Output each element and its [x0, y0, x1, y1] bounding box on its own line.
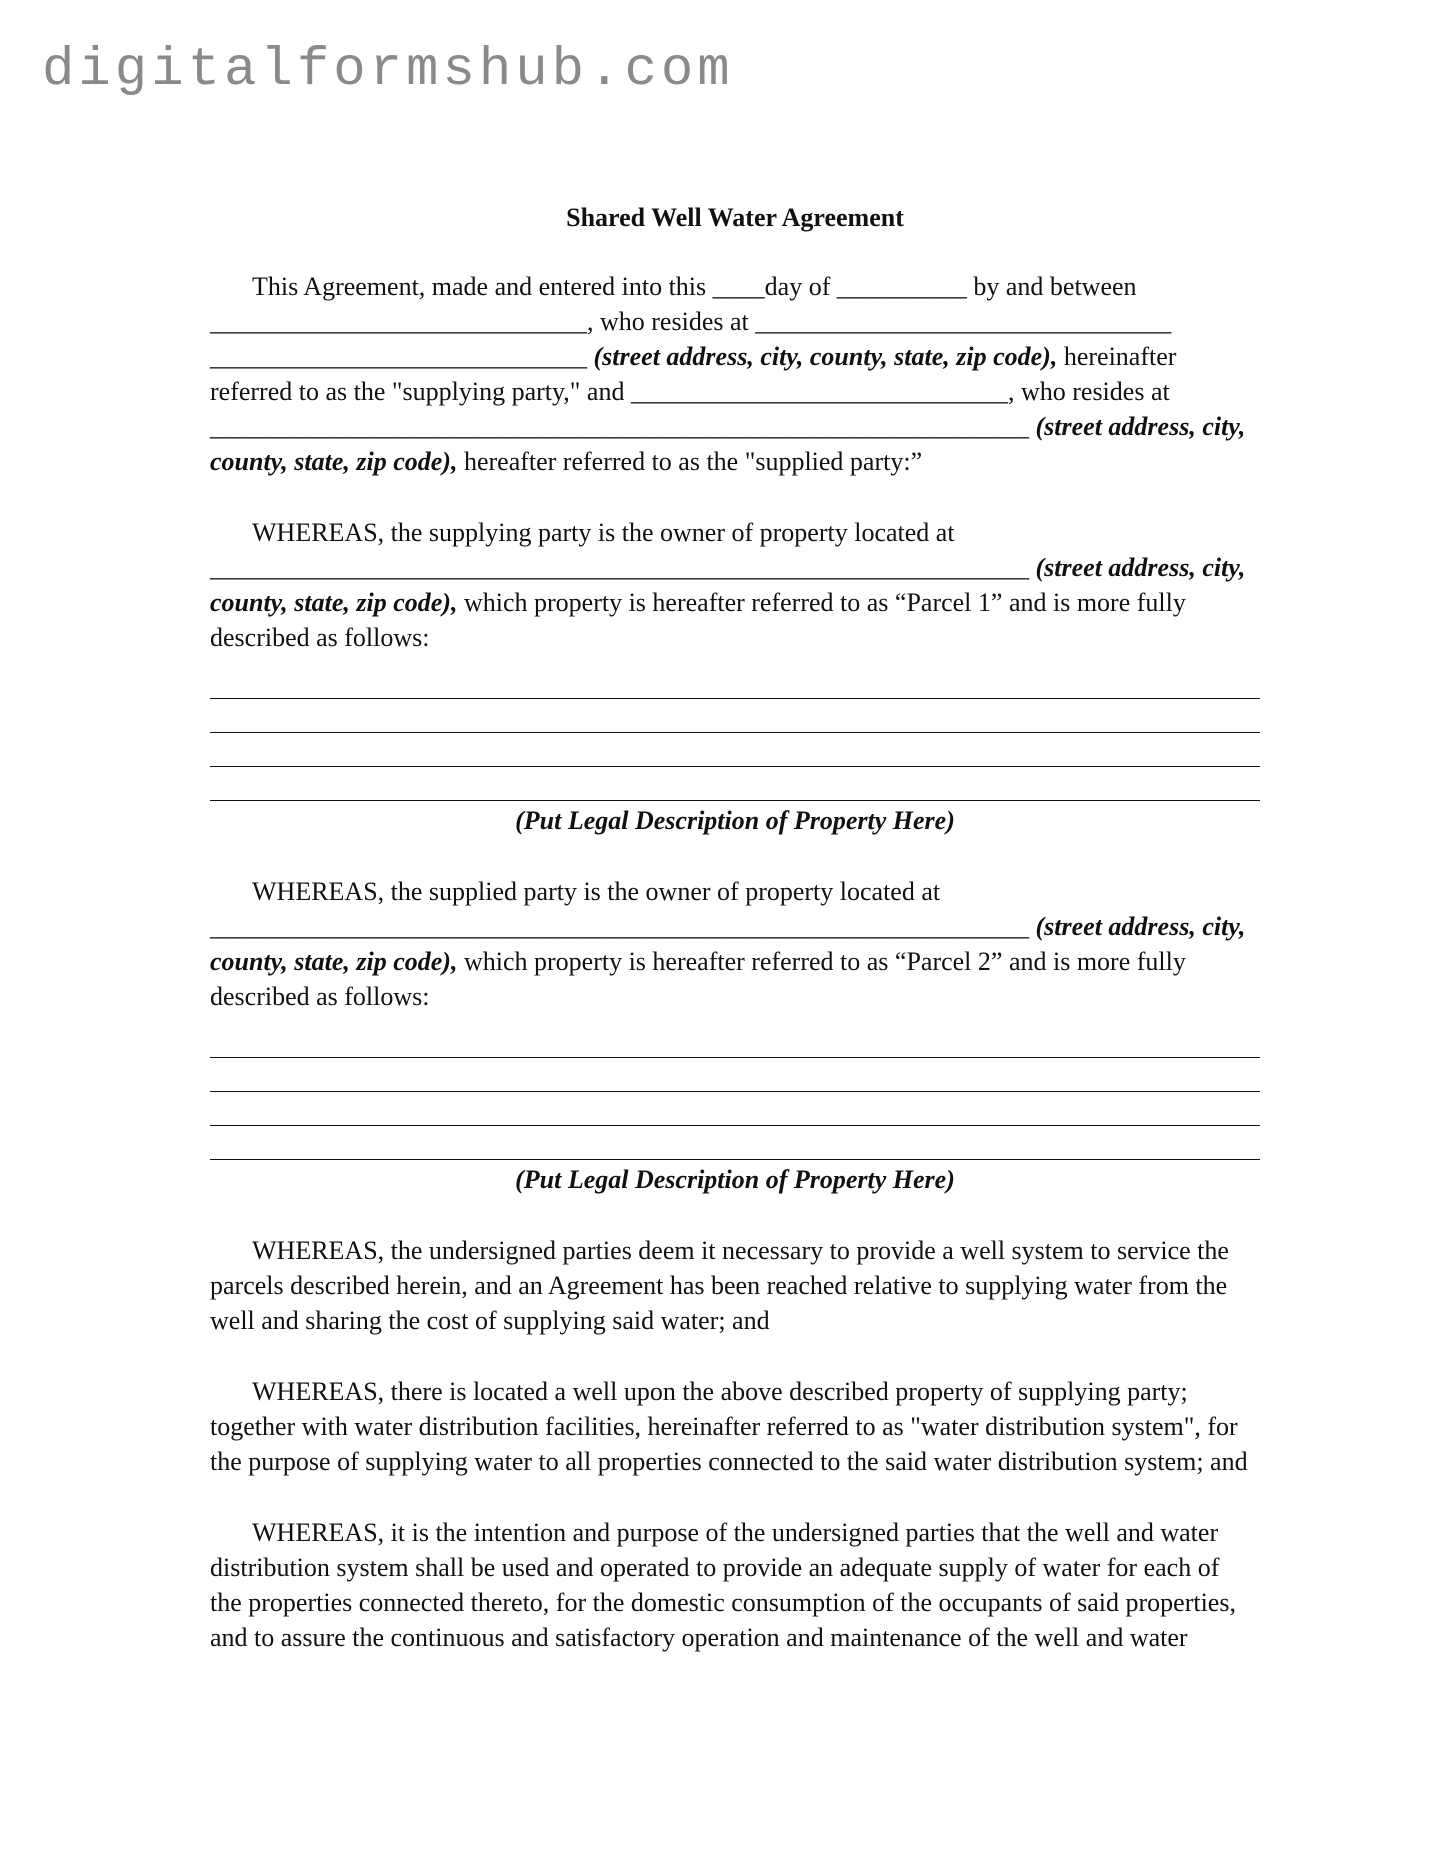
supplied-party-name-blank[interactable]: _____________________________ [630, 377, 1008, 406]
parcel-1-address-blank[interactable]: _______________________________________________________________ [210, 553, 1036, 582]
intro-text: by and between [966, 272, 1137, 301]
parcel-2-address-blank[interactable]: _______________________________________________________________ [210, 912, 1036, 941]
parcel-1-description-line[interactable] [210, 733, 1260, 767]
intro-text: referred to as the "supplying party," and [210, 377, 631, 406]
paragraph-line: the purpose of supplying water to all properties connected to the said water distribution system; and [210, 1447, 1248, 1476]
supplying-party-address-blank-2[interactable]: _____________________________ [210, 342, 594, 371]
parcel-1-text: which property is hereafter referred to as “Parcel 1” and is more fully [457, 588, 1186, 617]
paragraph-line: distribution system shall be used and operated to provide an adequate supply of water for each of [210, 1553, 1220, 1582]
paragraph-line: the properties connected thereto, for the domestic consumption of the occupants of said properties, [210, 1588, 1236, 1617]
intro-text: , who resides at [587, 307, 756, 336]
intro-text: hereinafter [1057, 342, 1177, 371]
parcel-1-line-1: WHEREAS, the supplying party is the owner of property located at [252, 518, 955, 547]
parcel-1-description-line[interactable] [210, 655, 1260, 699]
address-hint: county, state, zip code), [210, 588, 458, 617]
paragraph-line: WHEREAS, the undersigned parties deem it necessary to provide a well system to service the [252, 1236, 1229, 1265]
parcel-1-section [210, 515, 1260, 838]
supplying-party-address-blank[interactable]: ________________________________ [755, 307, 1172, 336]
paragraph-line: well and sharing the cost of supplying said water; and [210, 1306, 770, 1335]
whereas-intention-paragraph [210, 1515, 1260, 1655]
parcel-2-line-2 [210, 909, 1260, 944]
address-hint: county, state, zip code), [210, 447, 458, 476]
intro-line-5 [210, 409, 1260, 444]
parcel-2-description-line[interactable] [210, 1092, 1260, 1126]
intro-text: , who resides at [1007, 377, 1170, 406]
whereas-well-system-paragraph [210, 1233, 1260, 1338]
address-hint: (street address, city, [1035, 553, 1246, 582]
address-hint: (street address, city, county, state, zip code), [593, 342, 1058, 371]
paragraph-line: parcels described herein, and an Agreement has been reached relative to supplying water from the [210, 1271, 1228, 1300]
intro-line-1 [210, 269, 1260, 304]
parcel-1-description-line[interactable] [210, 699, 1260, 733]
intro-text: hereafter referred to as the "supplied party:” [457, 447, 923, 476]
supplied-party-address-blank[interactable]: _______________________________________________________________ [210, 412, 1036, 441]
watermark: digitalformshub.com [42, 40, 734, 101]
intro-line-2 [210, 304, 1260, 339]
supplying-party-name-blank[interactable]: _____________________________ [210, 307, 587, 336]
parcel-1-line-3 [210, 585, 1260, 620]
parcel-1-legal-description-label: (Put Legal Description of Property Here) [515, 806, 955, 835]
parcel-2-description-line[interactable] [210, 1058, 1260, 1092]
intro-line-6 [210, 444, 1260, 479]
intro-text: This Agreement, made and entered into this [252, 272, 713, 301]
document-title: Shared Well Water Agreement [566, 203, 904, 232]
document-page [210, 200, 1260, 1691]
parcel-2-section [210, 874, 1260, 1197]
parcel-2-line-4: described as follows: [210, 982, 430, 1011]
parcel-1-description-line[interactable] [210, 767, 1260, 801]
parcel-2-line-1: WHEREAS, the supplied party is the owner of property located at [252, 877, 941, 906]
intro-line-3 [210, 339, 1260, 374]
paragraph-line: and to assure the continuous and satisfactory operation and maintenance of the well and water [210, 1623, 1188, 1652]
paragraph-line: WHEREAS, it is the intention and purpose of the undersigned parties that the well and water [252, 1518, 1219, 1547]
parcel-2-legal-description-label: (Put Legal Description of Property Here) [515, 1165, 955, 1194]
intro-paragraph [210, 269, 1260, 479]
parcel-2-description-line[interactable] [210, 1126, 1260, 1160]
intro-line-4 [210, 374, 1260, 409]
address-hint: (street address, city, [1035, 912, 1246, 941]
month-blank[interactable]: __________ [836, 272, 967, 301]
whereas-distribution-paragraph [210, 1374, 1260, 1479]
intro-text: day of [764, 272, 837, 301]
parcel-2-text: which property is hereafter referred to as “Parcel 2” and is more fully [457, 947, 1186, 976]
parcel-1-line-4: described as follows: [210, 623, 430, 652]
address-hint: county, state, zip code), [210, 947, 458, 976]
address-hint: (street address, city, [1035, 412, 1246, 441]
paragraph-line: together with water distribution facilities, hereinafter referred to as "water distribution system", for [210, 1412, 1238, 1441]
paragraph-line: WHEREAS, there is located a well upon the above described property of supplying party; [252, 1377, 1188, 1406]
parcel-1-line-2 [210, 550, 1260, 585]
parcel-2-line-3 [210, 944, 1260, 979]
day-blank[interactable]: ____ [712, 272, 765, 301]
parcel-2-description-line[interactable] [210, 1014, 1260, 1058]
